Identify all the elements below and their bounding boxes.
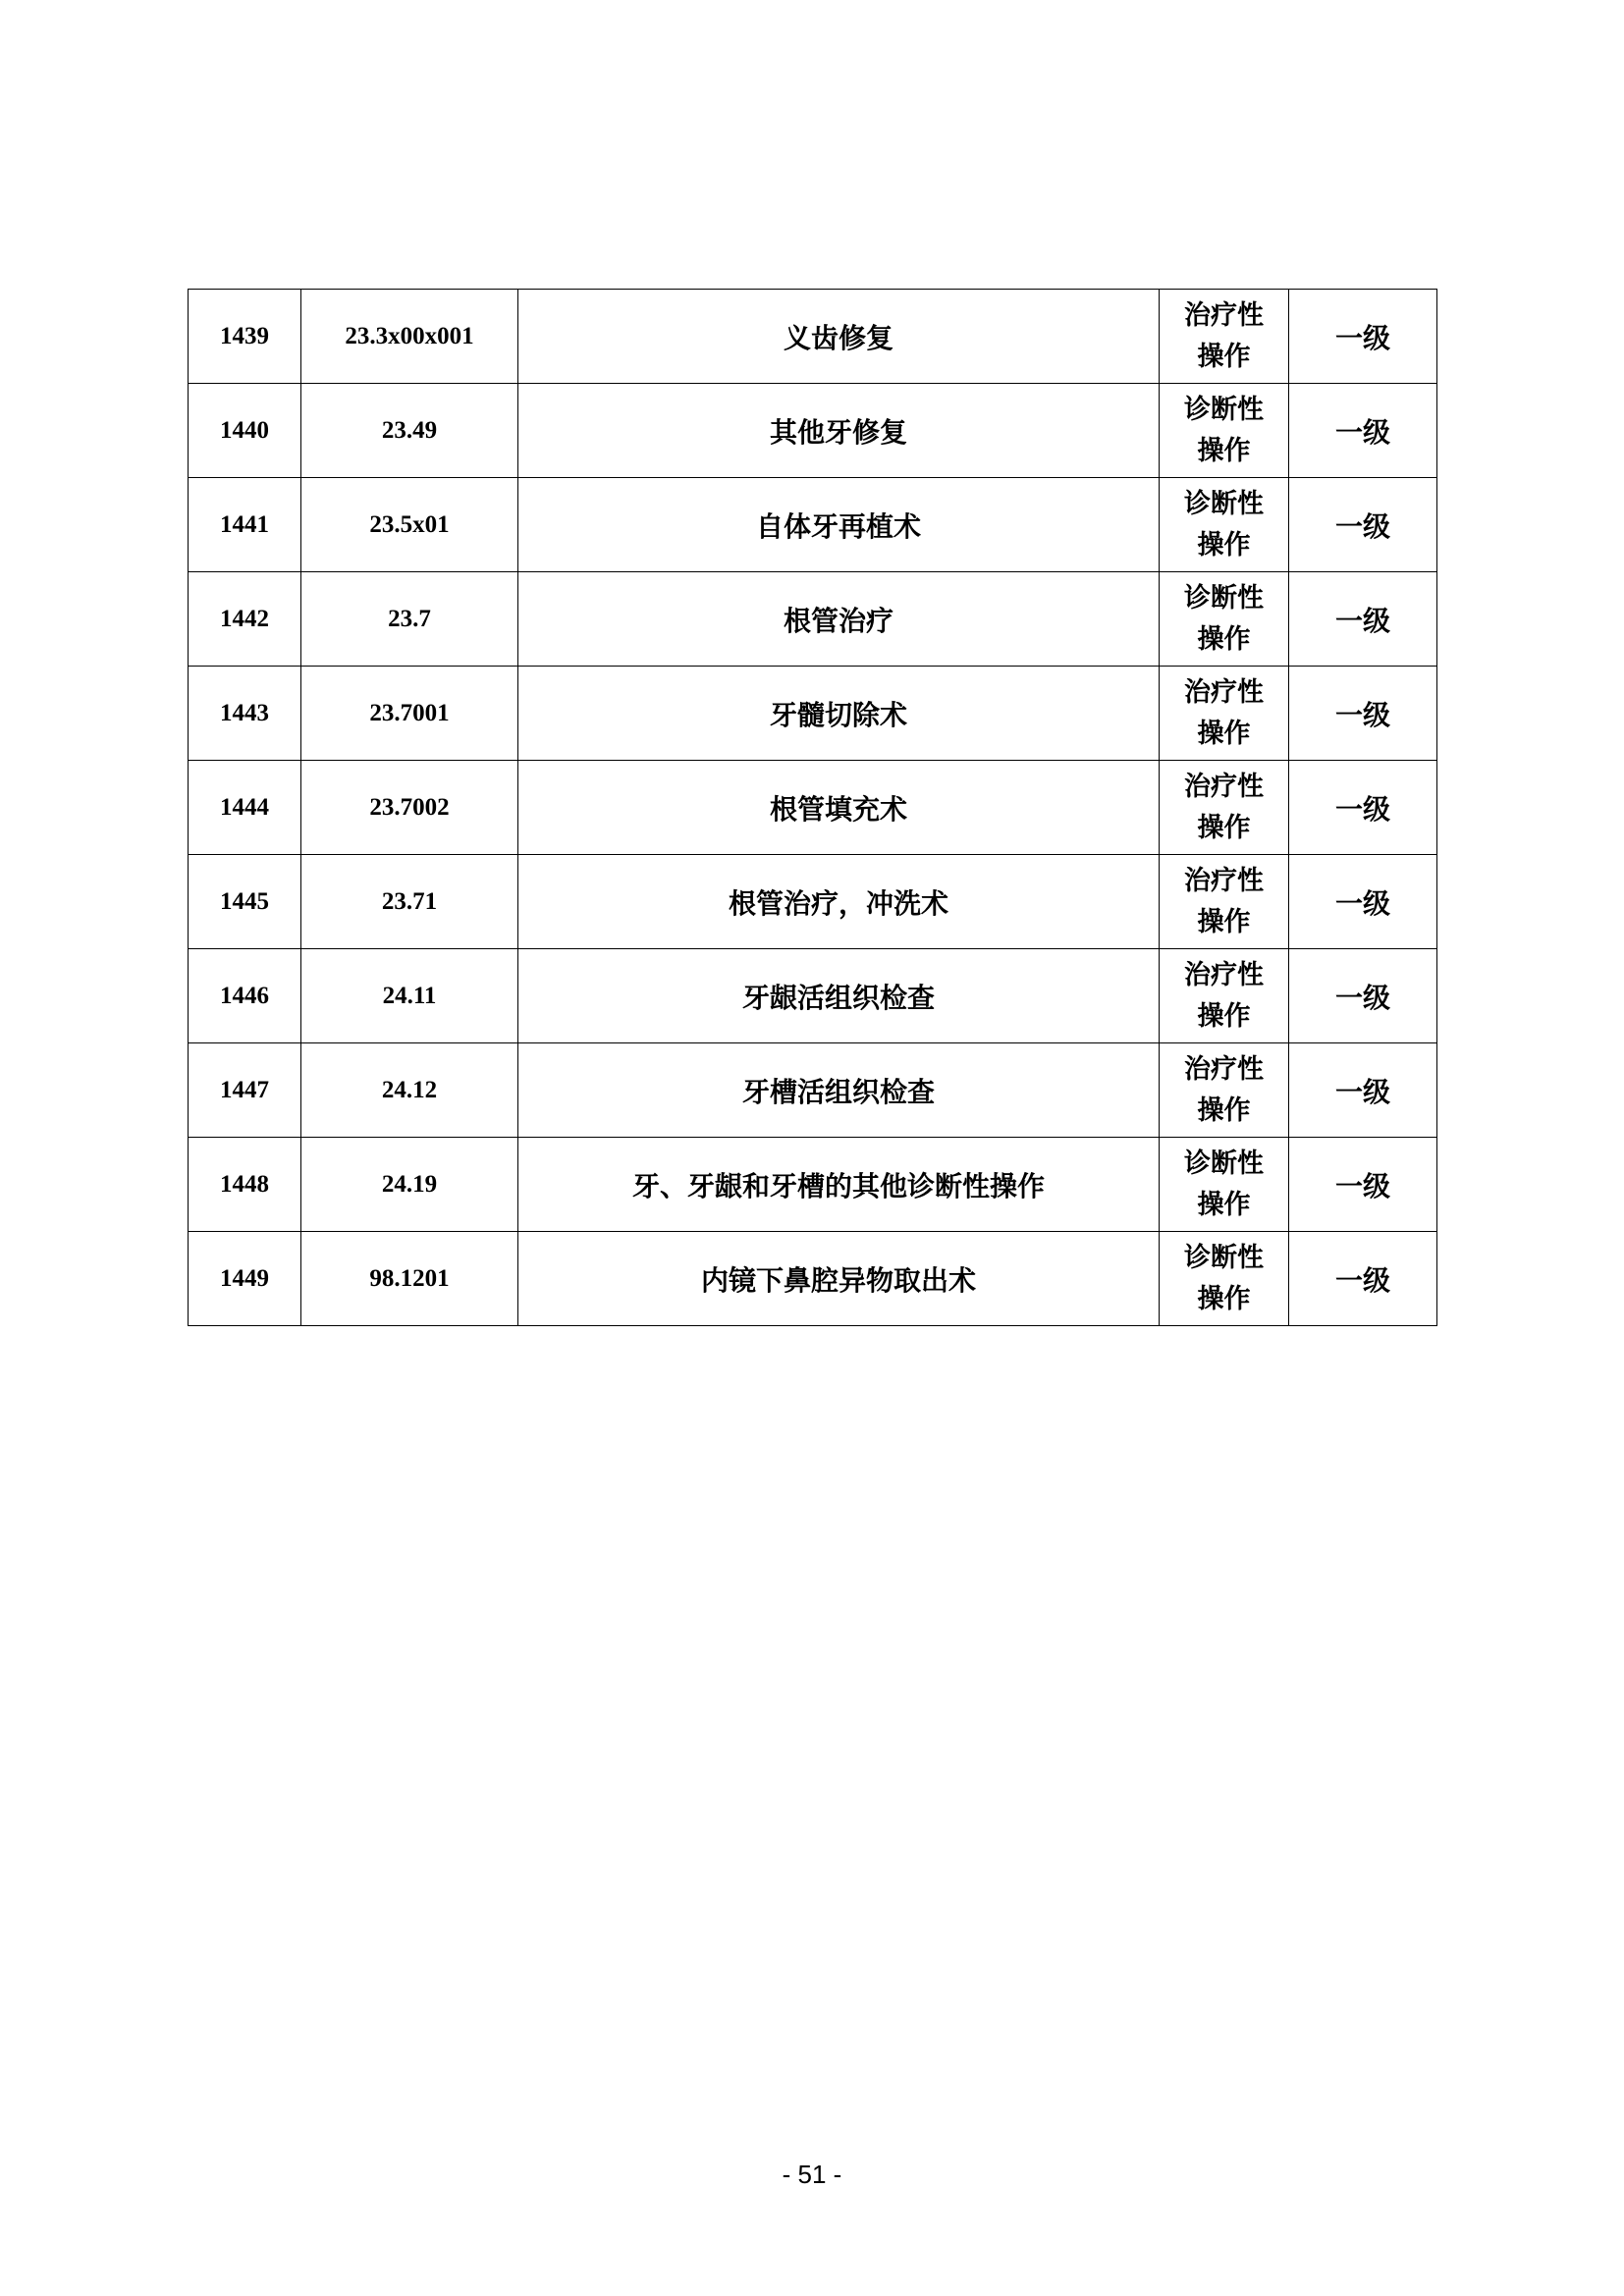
row-level: 一级 (1289, 572, 1437, 667)
row-seq: 1444 (189, 761, 301, 855)
row-seq: 1449 (189, 1232, 301, 1326)
row-type-line1: 诊断性 (1184, 1242, 1264, 1273)
row-type (1160, 761, 1289, 855)
row-code: 23.7001 (301, 667, 518, 761)
table-row (189, 384, 1437, 478)
row-type (1160, 1138, 1289, 1232)
row-type-line2: 操作 (1197, 812, 1251, 843)
row-seq: 1439 (189, 290, 301, 384)
row-type (1160, 290, 1289, 384)
row-type (1160, 384, 1289, 478)
row-code: 23.3x00x001 (301, 290, 518, 384)
row-level: 一级 (1289, 761, 1437, 855)
table-row (189, 855, 1437, 949)
row-level: 一级 (1289, 1232, 1437, 1326)
row-type-line2: 操作 (1197, 718, 1251, 749)
table-row (189, 290, 1437, 384)
row-type-line1: 治疗性 (1184, 299, 1264, 331)
table-row (189, 572, 1437, 667)
table-row (189, 1138, 1437, 1232)
table-row (189, 667, 1437, 761)
row-type (1160, 1232, 1289, 1326)
row-level: 一级 (1289, 1043, 1437, 1138)
row-level: 一级 (1289, 949, 1437, 1043)
row-code: 23.7 (301, 572, 518, 667)
row-seq: 1448 (189, 1138, 301, 1232)
row-type-line2: 操作 (1197, 906, 1251, 937)
row-seq: 1445 (189, 855, 301, 949)
row-level: 一级 (1289, 478, 1437, 572)
row-seq: 1441 (189, 478, 301, 572)
table-row (189, 478, 1437, 572)
row-name: 其他牙修复 (518, 384, 1160, 478)
row-type-line2: 操作 (1197, 1095, 1251, 1126)
row-name: 牙龈活组织检查 (518, 949, 1160, 1043)
row-seq: 1440 (189, 384, 301, 478)
row-type-line2: 操作 (1197, 1000, 1251, 1032)
row-seq: 1446 (189, 949, 301, 1043)
row-name: 牙、牙龈和牙槽的其他诊断性操作 (518, 1138, 1160, 1232)
row-code: 23.71 (301, 855, 518, 949)
procedure-table-body (189, 290, 1437, 1326)
row-name: 牙槽活组织检查 (518, 1043, 1160, 1138)
row-type-line1: 诊断性 (1184, 1148, 1264, 1179)
row-type (1160, 667, 1289, 761)
row-type-line1: 诊断性 (1184, 488, 1264, 519)
row-type-line1: 治疗性 (1184, 865, 1264, 896)
table-row (189, 761, 1437, 855)
row-type-line1: 诊断性 (1184, 582, 1264, 614)
row-type (1160, 1043, 1289, 1138)
row-type (1160, 949, 1289, 1043)
row-seq: 1442 (189, 572, 301, 667)
row-type-line2: 操作 (1197, 341, 1251, 372)
row-type-line1: 治疗性 (1184, 676, 1264, 708)
row-type-line2: 操作 (1197, 1283, 1251, 1314)
row-type (1160, 478, 1289, 572)
row-name: 根管填充术 (518, 761, 1160, 855)
table-row (189, 1043, 1437, 1138)
row-code: 24.12 (301, 1043, 518, 1138)
row-level: 一级 (1289, 667, 1437, 761)
row-level: 一级 (1289, 855, 1437, 949)
row-seq: 1443 (189, 667, 301, 761)
row-code: 98.1201 (301, 1232, 518, 1326)
row-code: 24.19 (301, 1138, 518, 1232)
row-code: 23.7002 (301, 761, 518, 855)
row-type-line1: 治疗性 (1184, 771, 1264, 802)
row-name: 牙髓切除术 (518, 667, 1160, 761)
row-code: 23.5x01 (301, 478, 518, 572)
row-name: 根管治疗 (518, 572, 1160, 667)
row-level: 一级 (1289, 290, 1437, 384)
row-type-line1: 治疗性 (1184, 1053, 1264, 1085)
page-number: - 51 - (782, 2160, 842, 2189)
row-name: 内镜下鼻腔异物取出术 (518, 1232, 1160, 1326)
row-code: 24.11 (301, 949, 518, 1043)
row-seq: 1447 (189, 1043, 301, 1138)
row-type (1160, 855, 1289, 949)
row-name: 义齿修复 (518, 290, 1160, 384)
row-name: 根管治疗，冲洗术 (518, 855, 1160, 949)
table-row (189, 1232, 1437, 1326)
row-type-line2: 操作 (1197, 529, 1251, 561)
row-type (1160, 572, 1289, 667)
row-code: 23.49 (301, 384, 518, 478)
row-type-line1: 诊断性 (1184, 394, 1264, 425)
procedure-table (188, 289, 1437, 1326)
row-name: 自体牙再植术 (518, 478, 1160, 572)
row-type-line2: 操作 (1197, 435, 1251, 466)
row-level: 一级 (1289, 1138, 1437, 1232)
row-level: 一级 (1289, 384, 1437, 478)
row-type-line2: 操作 (1197, 1189, 1251, 1220)
row-type-line1: 治疗性 (1184, 959, 1264, 990)
row-type-line2: 操作 (1197, 623, 1251, 655)
table-row (189, 949, 1437, 1043)
